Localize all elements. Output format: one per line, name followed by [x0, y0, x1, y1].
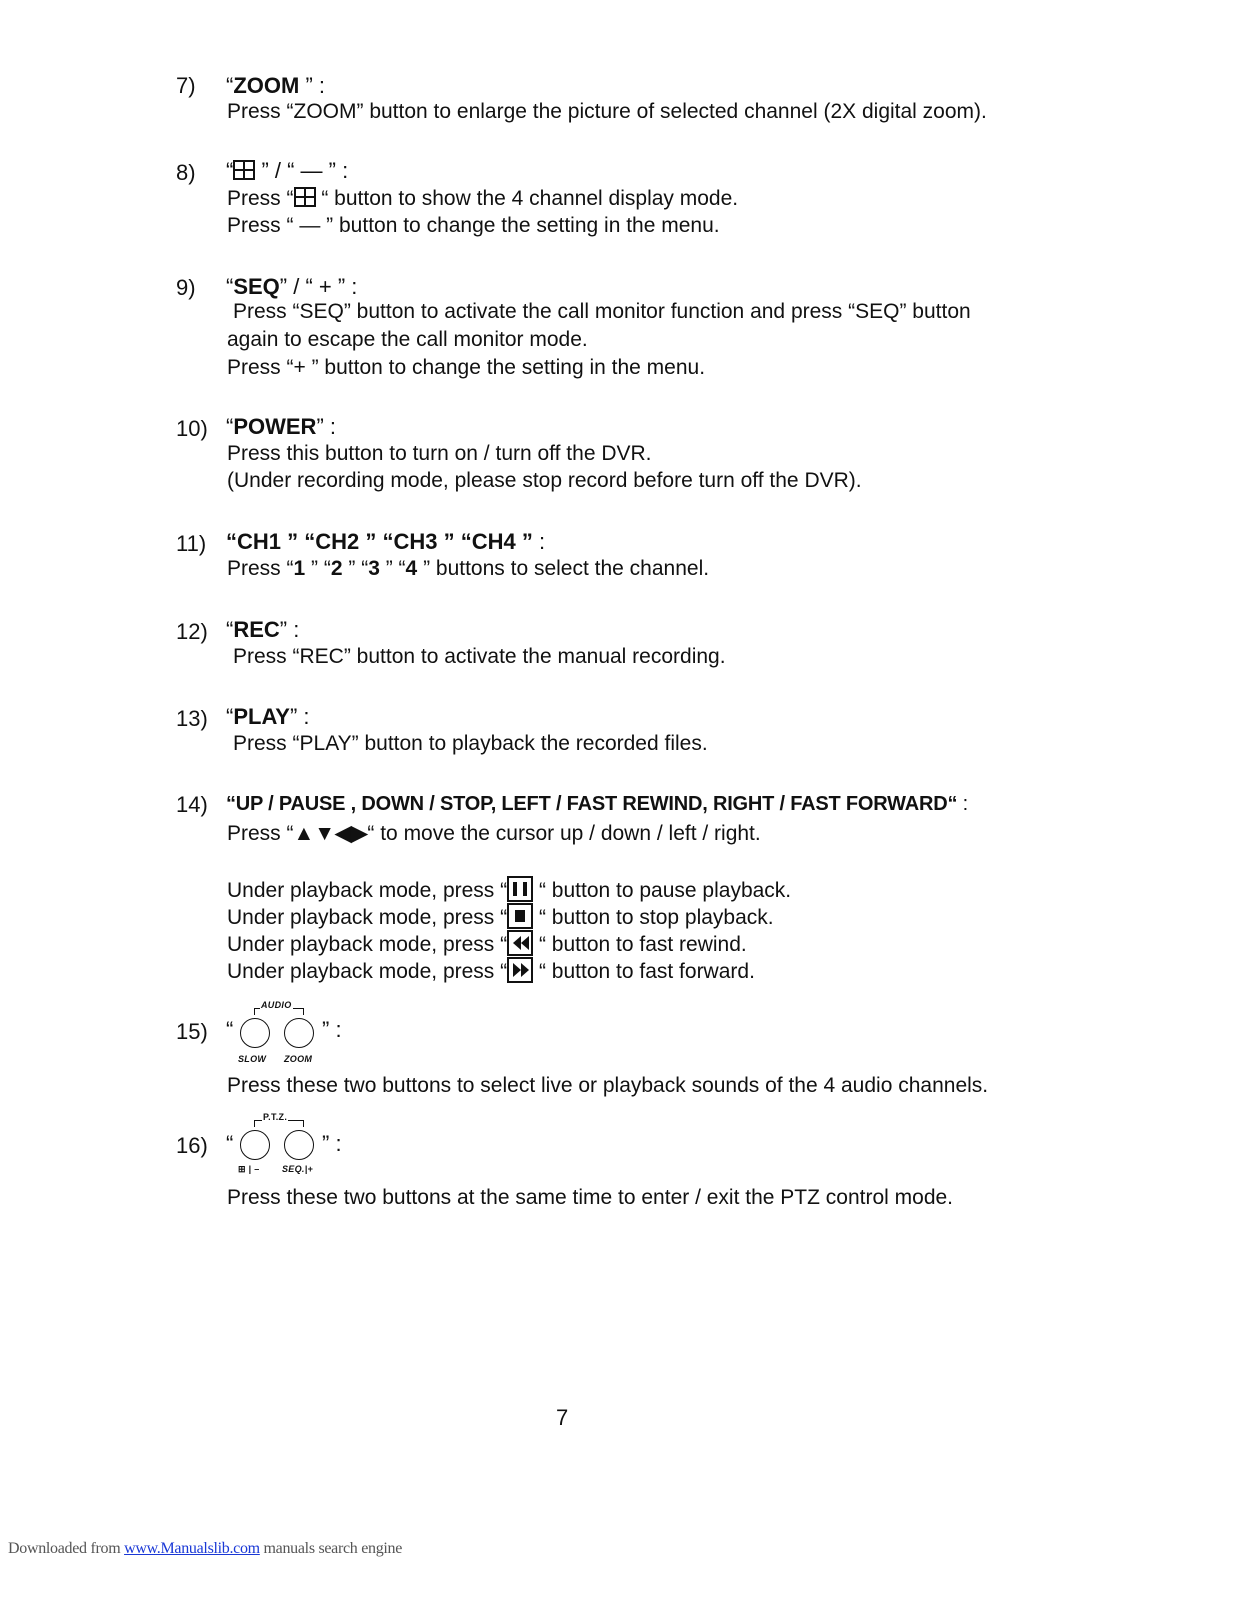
page-number: 7	[556, 1405, 569, 1430]
stop-icon	[507, 903, 533, 929]
audio-label: AUDIO	[261, 1000, 292, 1010]
rewind-icon	[507, 930, 533, 956]
open-quote: “	[226, 1131, 234, 1156]
item-title: “UP / PAUSE , DOWN / STOP, LEFT / FAST REWIND, RIGHT / FAST FORWARD“ :	[226, 793, 968, 815]
item-number: 14)	[176, 792, 208, 817]
item-description: Press these two buttons at the same time to enter / exit the PTZ control mode.	[227, 1186, 954, 1209]
close-quote: ” :	[322, 1131, 342, 1156]
item-description: Press “ “ button to show the 4 channel display mode.	[227, 187, 739, 210]
playback-rewind-line: Under playback mode, press “ “ button to fast rewind.	[227, 930, 747, 958]
ptz-button-pair	[226, 1112, 356, 1182]
item-description: Press “+ ” button to change the setting in the menu.	[227, 356, 706, 379]
item-title: “CH1 ” “CH2 ” “CH3 ” “CH4 ” :	[226, 529, 546, 554]
zoom-label: ZOOM	[284, 1054, 313, 1064]
item-title: “ ” / “ — ” :	[226, 158, 349, 183]
quad-minus-label: ⊞ | –	[238, 1164, 260, 1174]
forward-icon	[507, 957, 533, 983]
item-description: Press “ZOOM” button to enlarge the picture of selected channel (2X digital zoom).	[227, 100, 987, 123]
item-title: “ZOOM ” :	[226, 73, 325, 98]
slow-knob-icon	[240, 1018, 270, 1048]
item-number: 9)	[176, 275, 196, 300]
audio-button-pair	[226, 1000, 356, 1070]
item-description: Press “PLAY” button to playback the recorded files.	[233, 732, 708, 755]
pause-icon	[507, 876, 533, 902]
item-description: Press this button to turn on / turn off the DVR.	[227, 442, 652, 465]
item-number: 16)	[176, 1133, 208, 1158]
item-description: Press “REC” button to activate the manual recording.	[233, 645, 726, 668]
item-number: 11)	[176, 531, 207, 556]
download-footer: Downloaded from www.Manualslib.com manuals search engine	[8, 1540, 403, 1557]
item-number: 13)	[176, 706, 208, 731]
item-number: 10)	[176, 416, 208, 441]
item-title: “SEQ” / “ + ” :	[226, 274, 358, 299]
playback-stop-line: Under playback mode, press “ “ button to stop playback.	[227, 903, 774, 931]
item-number: 12)	[176, 619, 208, 644]
seq-plus-label: SEQ.|+	[282, 1164, 314, 1174]
zoom-knob-icon	[284, 1018, 314, 1048]
playback-forward-line: Under playback mode, press “ “ button to fast forward.	[227, 957, 755, 985]
item-description: Press “▲▼◀▶“ to move the cursor up / down / left / right.	[227, 822, 761, 845]
item-description: again to escape the call monitor mode.	[227, 328, 588, 351]
item-title: “PLAY” :	[226, 704, 310, 729]
arrow-keys-icons: ▲▼◀▶	[293, 822, 368, 845]
item-description: Press “ — ” button to change the setting in the menu.	[227, 214, 720, 237]
item-description: Press “1 ” “2 ” “3 ” “4 ” buttons to select the channel.	[227, 557, 710, 580]
item-description: (Under recording mode, please stop record before turn off the DVR).	[227, 469, 862, 492]
ptz-label: P.T.Z.	[263, 1112, 288, 1122]
item-title: “POWER” :	[226, 414, 337, 439]
item-description: Press these two buttons to select live or playback sounds of the 4 audio channels.	[227, 1074, 989, 1097]
seq-plus-knob-icon	[284, 1130, 314, 1160]
quad-minus-knob-icon	[240, 1130, 270, 1160]
item-title: “REC” :	[226, 617, 300, 642]
item-number: 15)	[176, 1019, 208, 1044]
item-number: 8)	[176, 160, 196, 185]
playback-pause-line: Under playback mode, press “ “ button to pause playback.	[227, 876, 791, 904]
quad-display-icon	[294, 187, 316, 207]
slow-label: SLOW	[238, 1054, 267, 1064]
item-description: Press “SEQ” button to activate the call monitor function and press “SEQ” button	[233, 300, 971, 323]
open-quote: “	[226, 1017, 234, 1042]
item-number: 7)	[176, 73, 196, 98]
close-quote: ” :	[322, 1017, 342, 1042]
quad-display-icon	[233, 160, 255, 180]
manualslib-link[interactable]: www.Manualslib.com	[124, 1540, 260, 1557]
